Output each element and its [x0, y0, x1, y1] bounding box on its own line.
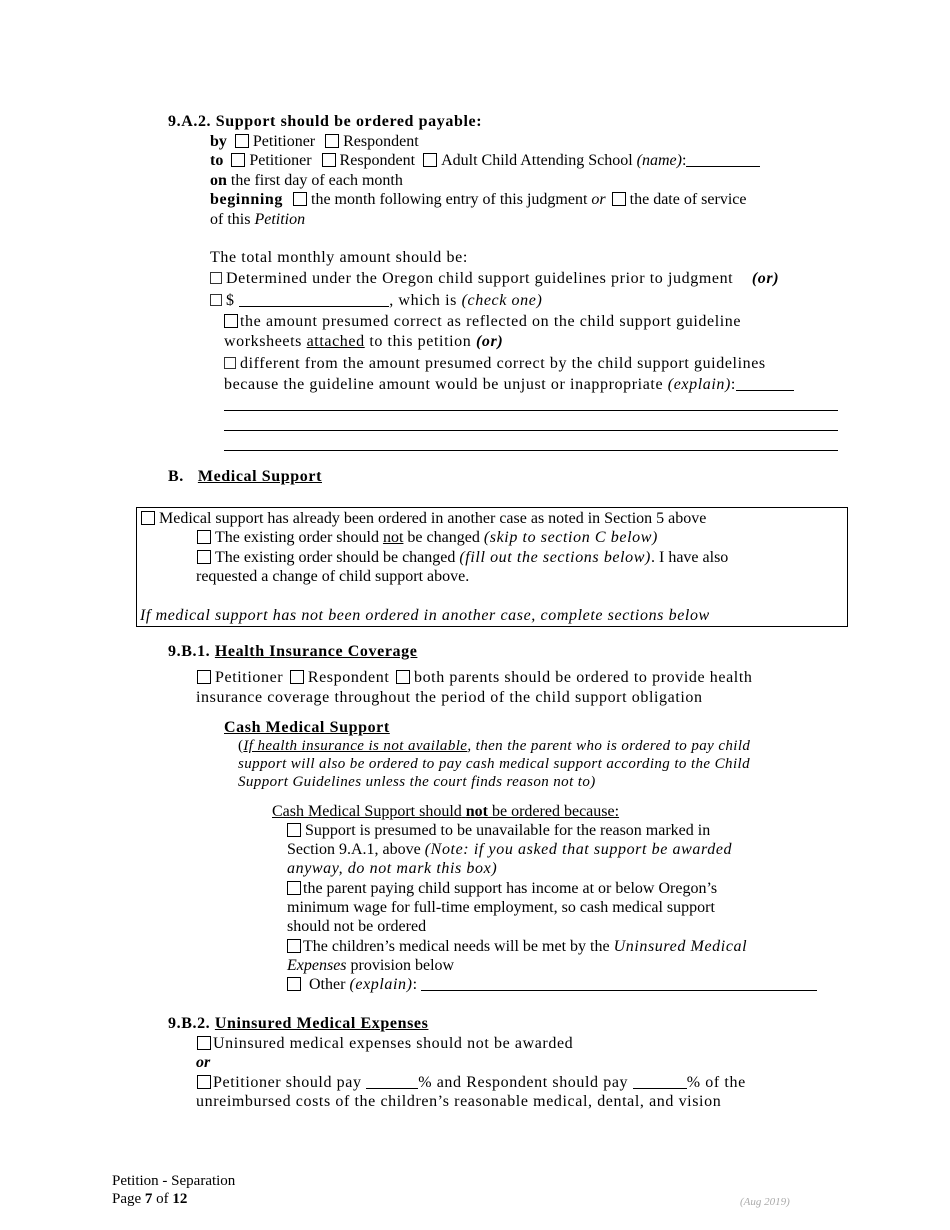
- date-of-service-checkbox[interactable]: [612, 192, 626, 206]
- changed-row-cont: requested a change of child support above.: [196, 568, 470, 585]
- explain-line-2[interactable]: [224, 430, 838, 431]
- reason-presumed-row-3: anyway, do not mark this box): [287, 860, 498, 877]
- payable-on-row: on the first day of each month: [210, 172, 403, 189]
- by-respondent-checkbox[interactable]: [325, 134, 339, 148]
- or-label: or: [196, 1054, 211, 1071]
- payable-beginning-row-cont: of this Petition: [210, 211, 306, 228]
- not-awarded-row: Uninsured medical expenses should not be awarded: [197, 1034, 573, 1054]
- reason-presumed-checkbox[interactable]: [287, 823, 301, 837]
- payable-by-row: by Petitioner Respondent: [210, 133, 419, 150]
- to-adult-child-checkbox[interactable]: [423, 153, 437, 167]
- to-respondent-checkbox[interactable]: [322, 153, 336, 167]
- percent-split-row: Petitioner should pay % and Respondent should pay % of the: [197, 1073, 746, 1093]
- reason-presumed-row: Support is presumed to be unavailable for the reason marked in: [287, 821, 710, 841]
- reason-minimum-wage-row-2: minimum wage for full-time employment, so cash medical support: [287, 899, 715, 916]
- adult-child-name-field[interactable]: [686, 152, 760, 167]
- footer-form-name: Petition - Separation: [112, 1173, 236, 1189]
- payable-beginning-row: beginning the month following entry of this judgment or the date of service: [210, 191, 747, 208]
- not-awarded-checkbox[interactable]: [197, 1036, 211, 1050]
- not-changed-checkbox[interactable]: [197, 530, 211, 544]
- different-amount-row-cont: because the guideline amount would be unjust or inappropriate (explain):: [224, 375, 794, 395]
- changed-row: The existing order should be changed (fill out the sections below). I have also: [197, 548, 728, 568]
- percent-split-checkbox[interactable]: [197, 1075, 211, 1089]
- already-ordered-row: Medical support has already been ordered in another case as noted in Section 5 above: [141, 509, 706, 529]
- reason-minimum-wage-row-3: should not be ordered: [287, 918, 427, 935]
- reason-uninsured-checkbox[interactable]: [287, 939, 301, 953]
- section-b-heading: B. Medical Support: [168, 468, 322, 485]
- explain-line-3[interactable]: [224, 450, 838, 451]
- dollar-amount-field[interactable]: [239, 292, 389, 307]
- reason-other-checkbox[interactable]: [287, 977, 301, 991]
- payable-to-row: to Petitioner Respondent Adult Child Attending School (name):: [210, 151, 760, 171]
- section-9a2-heading: 9.A.2. Support should be ordered payable:: [168, 113, 483, 130]
- explain-field[interactable]: [736, 376, 794, 391]
- cash-medical-note-line2: support will also be ordered to pay cash medical support according to the Child: [238, 756, 750, 772]
- reason-presumed-row-2: Section 9.A.1, above (Note: if you asked that support be awarded: [287, 841, 733, 858]
- explain-line-1[interactable]: [224, 410, 838, 411]
- health-insurance-row-cont: insurance coverage throughout the period of the child support obligation: [196, 689, 703, 706]
- reason-minimum-wage-checkbox[interactable]: [287, 881, 301, 895]
- cash-medical-note-line1: (If health insurance is not available, then the parent who is ordered to pay child: [238, 738, 751, 754]
- hi-respondent-checkbox[interactable]: [290, 670, 304, 684]
- to-petitioner-checkbox[interactable]: [231, 153, 245, 167]
- dollar-amount-row: $ , which is (check one): [210, 291, 542, 311]
- different-amount-row: different from the amount presumed correct by the child support guidelines: [224, 354, 766, 374]
- respondent-percent-field[interactable]: [633, 1074, 687, 1089]
- reason-other-row: Other (explain):: [287, 975, 817, 995]
- percent-split-row-cont: unreimbursed costs of the children’s reasonable medical, dental, and vision: [196, 1093, 722, 1110]
- reason-uninsured-row-2: Expenses provision below: [287, 957, 455, 974]
- hi-both-checkbox[interactable]: [396, 670, 410, 684]
- different-amount-checkbox[interactable]: [224, 357, 236, 369]
- changed-checkbox[interactable]: [197, 550, 211, 564]
- presumed-correct-row-cont: worksheets attached to this petition (or): [224, 333, 504, 350]
- presumed-correct-row: the amount presumed correct as reflected on the child support guideline: [224, 312, 741, 332]
- cash-medical-heading: Cash Medical Support: [224, 719, 390, 736]
- presumed-correct-checkbox[interactable]: [224, 314, 238, 328]
- cash-medical-note-line3: Support Guidelines unless the court finds reason not to): [238, 774, 596, 790]
- dollar-amount-checkbox[interactable]: [210, 294, 222, 306]
- petitioner-percent-field[interactable]: [366, 1074, 418, 1089]
- footer-page-number: Page 7 of 12: [112, 1191, 188, 1207]
- month-following-checkbox[interactable]: [293, 192, 307, 206]
- section-9b2-heading: 9.B.2. Uninsured Medical Expenses: [168, 1015, 429, 1032]
- cash-should-not-heading: Cash Medical Support should not be ordered because:: [272, 803, 620, 820]
- already-ordered-checkbox[interactable]: [141, 511, 155, 525]
- reason-other-explain-field[interactable]: [421, 976, 817, 991]
- not-changed-row: The existing order should not be changed (skip to section C below): [197, 528, 658, 548]
- guidelines-option-row: Determined under the Oregon child support guidelines prior to judgment (or): [210, 269, 779, 289]
- total-monthly-intro: The total monthly amount should be:: [210, 249, 468, 266]
- section-9b1-heading: 9.B.1. Health Insurance Coverage: [168, 643, 418, 660]
- by-petitioner-checkbox[interactable]: [235, 134, 249, 148]
- reason-minimum-wage-row: the parent paying child support has income at or below Oregon’s: [287, 879, 717, 899]
- hi-petitioner-checkbox[interactable]: [197, 670, 211, 684]
- health-insurance-row: Petitioner Respondent both parents should be ordered to provide health: [197, 668, 752, 688]
- footer-revision-date: (Aug 2019): [740, 1196, 790, 1208]
- medical-box-footer-note: If medical support has not been ordered in another case, complete sections below: [140, 607, 710, 624]
- reason-uninsured-row: The children’s medical needs will be met by the Uninsured Medical: [287, 937, 747, 957]
- guidelines-option-checkbox[interactable]: [210, 272, 222, 284]
